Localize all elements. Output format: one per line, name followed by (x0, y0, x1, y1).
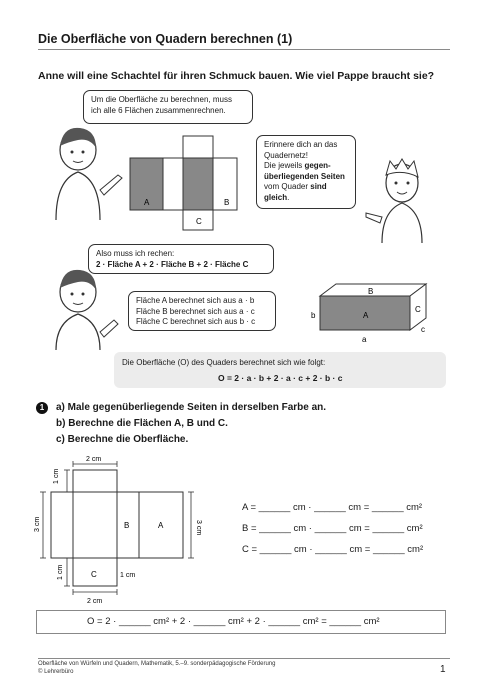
boy-illustration (360, 155, 440, 245)
dim-left-big: 3 cm (34, 516, 41, 532)
surface-equation[interactable]: O = 2 · ______ cm² + 2 · ______ cm² + 2 · ______ cm² = ______ cm² (87, 616, 380, 627)
page-number: 1 (440, 664, 446, 675)
bubble2-line4: überliegenden Seiten (264, 171, 345, 181)
bubble1-line1: Um die Oberfläche zu berechnen, muss (91, 95, 232, 104)
dim-bottom-mid: 1 cm (120, 572, 136, 579)
net2-label-c: C (91, 570, 97, 579)
cuboid-edge-b: b (311, 311, 316, 320)
net2-label-a: A (158, 521, 164, 530)
girl-illustration (38, 120, 128, 230)
bubble2-line5a: vom Quader (264, 182, 311, 191)
bubble4-line3: Fläche C berechnet sich aus b · c (136, 317, 256, 326)
title-divider (38, 49, 450, 50)
speech-bubble-girl-1 (83, 90, 253, 124)
task-c: c) Berechne die Oberfläche. (56, 434, 189, 445)
bubble2-line6: gleich (264, 192, 288, 202)
formula-box (114, 352, 446, 388)
cuboid-edge-a: a (362, 335, 367, 344)
equation-b[interactable]: B = ______ cm · ______ cm = ______ cm² (242, 523, 423, 534)
intro-question: Anne will eine Schachtel für ihren Schmuck bauen. Wie viel Pappe braucht sie? (38, 70, 435, 82)
girl-illustration-2 (38, 262, 128, 352)
dim-left-small: 1 cm (53, 468, 60, 484)
footer-copyright: © Lehrerbüro (38, 669, 74, 675)
dim-top: 2 cm (86, 456, 102, 463)
bubble2-line5b: sind (310, 182, 327, 191)
cuboid-label-front: A (363, 311, 369, 320)
net1-label-a: A (144, 198, 150, 207)
task-a: a) Male gegenüberliegende Seiten in derselben Farbe an. (56, 402, 327, 413)
speech-bubble-girl-3 (128, 291, 276, 331)
speech-bubble-girl-2 (88, 244, 274, 274)
formula-intro: Die Oberfläche (O) des Quaders berechnet sich wie folgt: (122, 358, 326, 367)
dim-bottom-left: 1 cm (57, 564, 64, 580)
cuboid-label-right: C (415, 305, 421, 314)
bubble1-line2: ich alle 6 Flächen zusammenrechnen. (91, 105, 226, 115)
cuboid-net-diagram (128, 132, 248, 232)
footer-source: Oberfläche von Würfeln und Quadern, Mathematik, 5.–9. sonderpädagogische Förderung (38, 661, 276, 667)
cuboid-net-task-diagram (30, 450, 220, 610)
page-title: Die Oberfläche von Quadern berechnen (1) (38, 32, 293, 46)
bubble2-line1: Erinnere dich an das (264, 140, 338, 149)
footer-divider (38, 658, 450, 659)
bubble3-line1: Also muss ich rechen: (96, 249, 175, 258)
bubble2-line2: Quadernetz! (264, 150, 309, 160)
bubble2-line6-end: . (287, 192, 290, 202)
task-b: b) Berechne die Flächen A, B und C. (56, 418, 228, 429)
net1-label-b: B (224, 198, 230, 207)
bubble4-line2: Fläche B berechnet sich aus a · c (136, 306, 255, 316)
cuboid-3d-diagram (306, 282, 436, 344)
surface-equation-box (36, 610, 446, 634)
formula-equation: O = 2 · a · b + 2 · a · c + 2 · b · c (218, 373, 343, 383)
dim-bottom: 2 cm (87, 598, 103, 605)
net2-label-b: B (124, 521, 130, 530)
dim-right: 3 cm (195, 520, 202, 536)
speech-bubble-boy (256, 135, 356, 209)
equation-c[interactable]: C = ______ cm · ______ cm = ______ cm² (242, 544, 424, 555)
net1-label-c: C (196, 217, 202, 226)
cuboid-edge-c: c (421, 325, 425, 334)
bubble2-line3a: Die jeweils (264, 161, 305, 170)
bubble4-line1: Fläche A berechnet sich aus a · b (136, 296, 255, 305)
bubble3-line2: 2 · Fläche A + 2 · Fläche B + 2 · Fläche C (96, 259, 249, 269)
task-number-badge: 1 (36, 402, 48, 414)
equation-a[interactable]: A = ______ cm · ______ cm = ______ cm² (242, 502, 423, 513)
bubble2-line3b: gegen- (304, 161, 331, 170)
cuboid-label-top: B (368, 287, 374, 296)
